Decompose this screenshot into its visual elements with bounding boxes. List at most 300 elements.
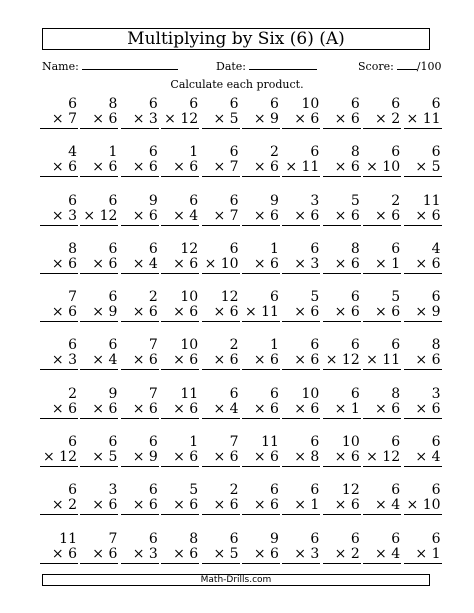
- multiplier: × 6: [242, 353, 280, 370]
- problem: [80, 387, 118, 435]
- multiplicand: 6: [229, 96, 239, 112]
- problem: [80, 97, 118, 145]
- multiplicand: 8: [350, 144, 360, 161]
- multiplier: × 6: [80, 498, 118, 515]
- problem: [202, 387, 240, 435]
- problem: [161, 194, 199, 242]
- multiplicand: 6: [148, 240, 158, 257]
- multiplicand: 10: [301, 96, 320, 112]
- multiplicand: 5: [391, 289, 401, 306]
- multiplier: × 6: [161, 498, 199, 515]
- problem: [404, 242, 442, 290]
- multiplicand: 10: [341, 434, 360, 451]
- score-field: [358, 58, 442, 74]
- multiplicand: 3: [310, 192, 320, 209]
- multiplier: × 6: [323, 160, 361, 177]
- multiplier: × 5: [202, 547, 240, 564]
- problem: [121, 97, 159, 145]
- problem: [242, 290, 280, 338]
- problem: [121, 435, 159, 483]
- multiplicand: 6: [229, 530, 239, 547]
- date-label: Date:: [216, 60, 247, 73]
- multiplicand: 8: [431, 337, 441, 354]
- multiplicand: 9: [108, 385, 118, 402]
- problem: [161, 387, 199, 435]
- multiplier: × 9: [404, 305, 442, 322]
- multiplier: × 6: [363, 305, 401, 322]
- multiplier: × 6: [80, 112, 118, 129]
- problem: [363, 97, 401, 145]
- name-field: [42, 58, 178, 74]
- multiplier: × 6: [161, 353, 199, 370]
- problem: [282, 532, 320, 580]
- multiplier: × 6: [40, 402, 78, 419]
- multiplicand: 6: [229, 192, 239, 209]
- multiplier: × 9: [242, 112, 280, 129]
- multiplier: × 12: [40, 450, 78, 467]
- multiplicand: 1: [270, 240, 279, 257]
- problem: [121, 290, 159, 338]
- multiplicand: 8: [189, 530, 199, 547]
- multiplier: × 12: [323, 353, 361, 370]
- multiplier: × 3: [282, 257, 320, 274]
- score-suffix: /100: [416, 60, 442, 73]
- problem: [80, 194, 118, 242]
- problem: [404, 194, 442, 242]
- multiplicand: 6: [310, 337, 320, 354]
- multiplicand: 1: [108, 144, 118, 161]
- multiplicand: 6: [391, 96, 401, 112]
- problem: [242, 242, 280, 290]
- problem: [363, 387, 401, 435]
- multiplicand: 6: [391, 240, 401, 257]
- multiplier: × 6: [80, 402, 118, 419]
- multiplier: × 6: [404, 402, 442, 419]
- multiplicand: 9: [148, 192, 158, 209]
- multiplier: × 5: [202, 112, 240, 129]
- multiplier: × 6: [242, 160, 280, 177]
- multiplicand: 6: [431, 144, 441, 161]
- date-field: [216, 58, 317, 74]
- problem: [40, 338, 78, 386]
- multiplier: × 6: [282, 402, 320, 419]
- problem: [121, 242, 159, 290]
- multiplier: × 1: [282, 498, 320, 515]
- multiplicand: 4: [68, 144, 77, 161]
- problem: [323, 242, 361, 290]
- problem: [363, 435, 401, 483]
- problem: [80, 532, 118, 580]
- problem: [404, 290, 442, 338]
- multiplicand: 7: [108, 530, 118, 547]
- problem: [202, 145, 240, 193]
- score-label: Score:: [358, 60, 394, 73]
- problem: [323, 290, 361, 338]
- multiplicand: 12: [180, 240, 199, 257]
- multiplier: × 6: [161, 160, 199, 177]
- problem: [202, 483, 240, 531]
- multiplicand: 5: [310, 289, 320, 306]
- problem: [202, 194, 240, 242]
- name-label: Name:: [42, 60, 79, 73]
- multiplier: × 12: [363, 450, 401, 467]
- multiplier: × 6: [282, 209, 320, 226]
- multiplier: × 4: [202, 402, 240, 419]
- multiplier: × 11: [363, 353, 401, 370]
- problem: [323, 338, 361, 386]
- problem: [80, 290, 118, 338]
- problem: [161, 290, 199, 338]
- multiplicand: 11: [59, 530, 77, 547]
- multiplier: × 3: [40, 353, 78, 370]
- multiplicand: 6: [68, 192, 77, 209]
- multiplicand: 9: [270, 192, 279, 209]
- multiplier: × 2: [40, 498, 78, 515]
- problem: [121, 194, 159, 242]
- multiplier: × 6: [242, 402, 280, 419]
- multiplier: × 6: [202, 498, 240, 515]
- problem: [363, 290, 401, 338]
- multiplicand: 6: [270, 385, 279, 402]
- multiplicand: 10: [180, 289, 199, 306]
- multiplicand: 6: [68, 96, 77, 112]
- multiplicand: 6: [391, 144, 401, 161]
- multiplier: × 6: [242, 209, 280, 226]
- multiplier: × 6: [121, 160, 159, 177]
- multiplier: × 3: [121, 547, 159, 564]
- problem: [242, 97, 280, 145]
- multiplier: × 5: [404, 160, 442, 177]
- multiplicand: 2: [68, 385, 77, 402]
- multiplier: × 6: [40, 305, 78, 322]
- multiplier: × 6: [121, 353, 159, 370]
- footer: Math-Drills.com: [42, 574, 430, 586]
- multiplicand: 8: [68, 240, 77, 257]
- problem: [40, 483, 78, 531]
- multiplier: × 6: [323, 209, 361, 226]
- multiplicand: 2: [391, 192, 401, 209]
- multiplicand: 12: [341, 482, 360, 499]
- multiplicand: 6: [270, 482, 279, 499]
- multiplicand: 8: [391, 385, 401, 402]
- multiplier: × 6: [323, 305, 361, 322]
- multiplier: × 1: [404, 547, 442, 564]
- multiplier: × 6: [161, 402, 199, 419]
- multiplier: × 6: [242, 450, 280, 467]
- multiplier: × 11: [242, 305, 280, 322]
- multiplier: × 8: [282, 450, 320, 467]
- problem: [80, 338, 118, 386]
- multiplier: × 6: [242, 498, 280, 515]
- multiplier: × 6: [282, 112, 320, 129]
- problem: [282, 97, 320, 145]
- problem: [282, 387, 320, 435]
- multiplier: × 6: [80, 160, 118, 177]
- worksheet-title: Multiplying by Six (6) (A): [42, 28, 430, 50]
- problem: [161, 532, 199, 580]
- multiplicand: 11: [261, 434, 279, 451]
- problem: [404, 145, 442, 193]
- multiplicand: 6: [189, 96, 199, 112]
- multiplier: × 6: [121, 402, 159, 419]
- multiplier: × 6: [363, 209, 401, 226]
- problem: [202, 435, 240, 483]
- multiplicand: 6: [68, 434, 77, 451]
- multiplier: × 3: [40, 209, 78, 226]
- problem: [202, 242, 240, 290]
- multiplicand: 6: [229, 240, 239, 257]
- problem: [242, 145, 280, 193]
- multiplier: × 9: [121, 450, 159, 467]
- multiplicand: 8: [350, 240, 360, 257]
- multiplicand: 6: [108, 240, 118, 257]
- problem: [323, 483, 361, 531]
- multiplicand: 6: [148, 96, 158, 112]
- multiplier: × 6: [40, 257, 78, 274]
- multiplier: × 3: [282, 547, 320, 564]
- multiplicand: 6: [350, 337, 360, 354]
- multiplicand: 5: [189, 482, 199, 499]
- multiplier: × 6: [363, 402, 401, 419]
- multiplier: × 6: [161, 547, 199, 564]
- problem: [202, 97, 240, 145]
- multiplier: × 6: [80, 547, 118, 564]
- multiplier: × 5: [80, 450, 118, 467]
- multiplicand: 6: [350, 96, 360, 112]
- multiplicand: 6: [108, 192, 118, 209]
- multiplicand: 6: [310, 434, 320, 451]
- problem: [323, 145, 361, 193]
- multiplicand: 2: [229, 482, 239, 499]
- problem: [363, 338, 401, 386]
- problem: [404, 387, 442, 435]
- problem: [80, 483, 118, 531]
- problem: [80, 435, 118, 483]
- multiplier: × 6: [80, 257, 118, 274]
- score-blank: [397, 58, 417, 70]
- problem: [282, 435, 320, 483]
- problem: [161, 483, 199, 531]
- multiplicand: 11: [180, 385, 199, 402]
- problem: [161, 435, 199, 483]
- problem: [282, 194, 320, 242]
- problem: [242, 435, 280, 483]
- multiplier: × 6: [161, 305, 199, 322]
- multiplicand: 7: [229, 434, 239, 451]
- problem: [242, 338, 280, 386]
- multiplicand: 6: [148, 144, 158, 161]
- multiplier: × 2: [323, 547, 361, 564]
- multiplier: × 11: [282, 160, 320, 177]
- multiplicand: 1: [189, 144, 199, 161]
- multiplicand: 4: [431, 240, 441, 257]
- multiplier: × 6: [40, 547, 78, 564]
- multiplicand: 6: [148, 434, 158, 451]
- problem: [202, 338, 240, 386]
- multiplicand: 6: [350, 289, 360, 306]
- multiplier: × 1: [323, 402, 361, 419]
- multiplicand: 3: [431, 385, 441, 402]
- problem: [40, 97, 78, 145]
- multiplicand: 6: [350, 385, 360, 402]
- problem: [282, 338, 320, 386]
- problem: [404, 435, 442, 483]
- problem: [40, 290, 78, 338]
- multiplicand: 7: [148, 385, 158, 402]
- multiplier: × 6: [404, 257, 442, 274]
- multiplier: × 6: [40, 160, 78, 177]
- multiplicand: 2: [148, 289, 158, 306]
- multiplier: × 6: [323, 498, 361, 515]
- problem: [282, 242, 320, 290]
- problem: [242, 532, 280, 580]
- multiplicand: 6: [431, 434, 441, 451]
- multiplicand: 6: [391, 530, 401, 547]
- multiplicand: 6: [108, 337, 118, 354]
- multiplier: × 4: [404, 450, 442, 467]
- multiplicand: 6: [431, 96, 441, 112]
- problem: [121, 145, 159, 193]
- multiplier: × 12: [161, 112, 199, 129]
- multiplicand: 6: [391, 434, 401, 451]
- multiplier: × 1: [363, 257, 401, 274]
- multiplier: × 6: [121, 209, 159, 226]
- multiplicand: 6: [189, 192, 199, 209]
- problem: [202, 290, 240, 338]
- multiplicand: 7: [148, 337, 158, 354]
- problem: [363, 532, 401, 580]
- multiplier: × 6: [282, 305, 320, 322]
- multiplier: × 4: [363, 498, 401, 515]
- multiplicand: 6: [310, 144, 320, 161]
- problem: [323, 387, 361, 435]
- multiplicand: 6: [108, 434, 118, 451]
- multiplier: × 6: [323, 112, 361, 129]
- problem: [323, 435, 361, 483]
- multiplicand: 11: [422, 192, 441, 209]
- problem: [40, 145, 78, 193]
- multiplicand: 6: [270, 289, 279, 306]
- multiplier: × 10: [363, 160, 401, 177]
- multiplicand: 6: [310, 482, 320, 499]
- multiplier: × 6: [323, 450, 361, 467]
- multiplicand: 2: [270, 144, 279, 161]
- problem: [121, 483, 159, 531]
- problem: [404, 483, 442, 531]
- multiplier: × 4: [363, 547, 401, 564]
- multiplicand: 2: [229, 337, 239, 354]
- multiplier: × 9: [80, 305, 118, 322]
- multiplier: × 6: [282, 353, 320, 370]
- multiplier: × 4: [161, 209, 199, 226]
- problem: [121, 532, 159, 580]
- problem: [282, 290, 320, 338]
- multiplicand: 7: [68, 289, 77, 306]
- multiplicand: 6: [68, 482, 77, 499]
- name-blank: [82, 58, 178, 70]
- multiplicand: 6: [148, 530, 158, 547]
- multiplicand: 9: [270, 530, 279, 547]
- multiplicand: 6: [270, 96, 279, 112]
- problem: [121, 387, 159, 435]
- multiplier: × 6: [242, 257, 280, 274]
- multiplier: × 7: [202, 209, 240, 226]
- problem: [161, 338, 199, 386]
- problem: [323, 532, 361, 580]
- problem: [121, 338, 159, 386]
- multiplier: × 4: [121, 257, 159, 274]
- problem: [282, 483, 320, 531]
- multiplier: × 6: [121, 305, 159, 322]
- problem: [40, 242, 78, 290]
- multiplicand: 10: [301, 385, 320, 402]
- problem: [242, 194, 280, 242]
- multiplicand: 6: [310, 240, 320, 257]
- multiplicand: 8: [108, 96, 118, 112]
- problem: [202, 532, 240, 580]
- problem: [363, 145, 401, 193]
- problem: [161, 145, 199, 193]
- date-blank: [249, 58, 317, 70]
- problem: [161, 97, 199, 145]
- problem: [242, 483, 280, 531]
- problem: [161, 242, 199, 290]
- multiplier: × 6: [202, 353, 240, 370]
- multiplicand: 6: [108, 289, 118, 306]
- problem: [40, 532, 78, 580]
- problem: [242, 387, 280, 435]
- multiplier: × 6: [121, 498, 159, 515]
- problem: [404, 338, 442, 386]
- multiplier: × 6: [323, 257, 361, 274]
- instruction: Calculate each product.: [170, 78, 304, 91]
- multiplicand: 1: [189, 434, 199, 451]
- multiplicand: 6: [310, 530, 320, 547]
- multiplier: × 7: [40, 112, 78, 129]
- multiplicand: 6: [431, 530, 441, 547]
- multiplicand: 6: [148, 482, 158, 499]
- multiplier: × 6: [202, 450, 240, 467]
- multiplier: × 6: [161, 257, 199, 274]
- problem: [363, 483, 401, 531]
- multiplicand: 6: [229, 385, 239, 402]
- multiplicand: 6: [68, 337, 77, 354]
- problem: [323, 194, 361, 242]
- problem: [40, 387, 78, 435]
- problem: [80, 242, 118, 290]
- problem: [363, 194, 401, 242]
- multiplier: × 3: [121, 112, 159, 129]
- multiplicand: 3: [108, 482, 118, 499]
- multiplier: × 11: [404, 112, 442, 129]
- multiplier: × 6: [404, 209, 442, 226]
- multiplier: × 7: [202, 160, 240, 177]
- multiplier: × 12: [80, 209, 118, 226]
- multiplicand: 6: [431, 482, 441, 499]
- problem: [363, 242, 401, 290]
- multiplicand: 1: [270, 337, 279, 354]
- problem-grid: [40, 96, 441, 580]
- multiplier: × 6: [202, 305, 240, 322]
- multiplier: × 10: [404, 498, 442, 515]
- multiplicand: 10: [180, 337, 199, 354]
- problem: [40, 435, 78, 483]
- multiplier: × 2: [363, 112, 401, 129]
- multiplier: × 6: [404, 353, 442, 370]
- problem: [323, 97, 361, 145]
- multiplier: × 4: [80, 353, 118, 370]
- multiplicand: 5: [350, 192, 360, 209]
